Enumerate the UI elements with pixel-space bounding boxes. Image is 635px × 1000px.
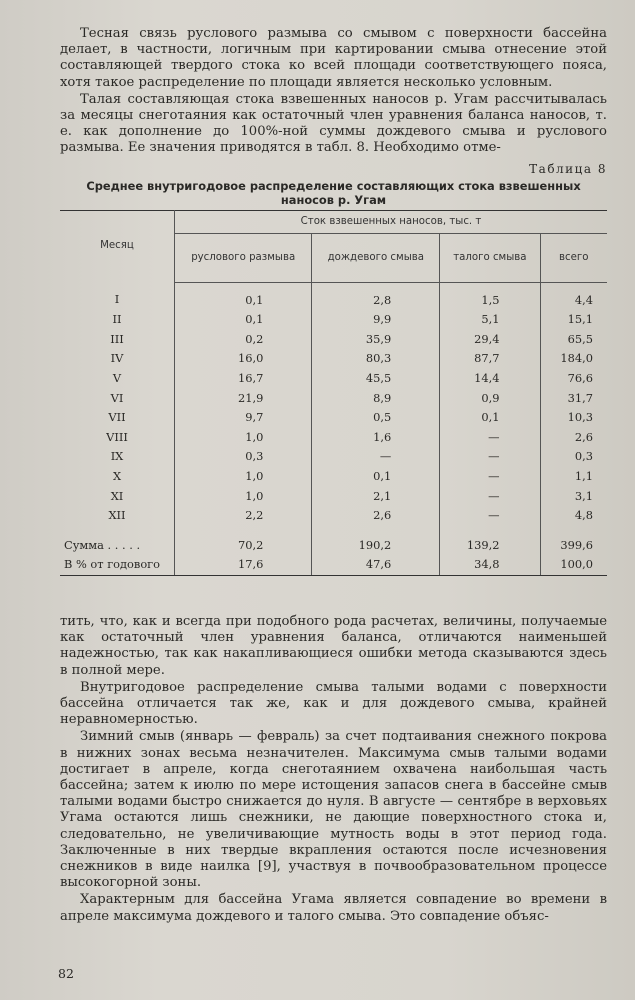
cell-channel: 2,2 [175,506,312,526]
table-row [60,369,607,389]
header-group: Сток взвешенных наносов, тыс. т [175,210,608,233]
cell-rain: — [312,447,440,467]
paragraph-3: тить, что, как и всегда при подобного рода расчетах, величины, получаемые как остаточный член уравнения баланса, отличаются наименьшей надежностью, так как накапливающиеся ошибки метода сказываются здесь в полной мере. [60,613,607,678]
cell-melt: 0,9 [440,389,540,409]
cell-channel: 16,7 [175,369,312,389]
cell-month: XI [60,487,175,507]
table-label: Таблица 8 [529,161,607,176]
cell-total: 10,3 [567,410,593,425]
cell-channel: 16,0 [175,349,312,369]
cell-channel: 17,6 [175,555,312,575]
cell-rain: 2,1 [312,487,440,507]
cell-rain: 0,5 [312,408,440,428]
table-row [60,487,607,507]
cell-channel: 1,0 [175,487,312,507]
cell-sum-label: Сумма . . . . . [60,526,175,556]
cell-rain: 190,2 [312,526,440,556]
cell-total: 1,1 [574,468,593,483]
table-row [60,330,607,350]
cell-channel: 0,3 [175,447,312,467]
cell-month: IX [60,447,175,467]
cell-channel: 1,0 [175,428,312,448]
cell-melt: 0,1 [440,408,540,428]
paragraph-2: Талая составляющая стока взвешенных наносов р. Угам рассчитывалась за месяцы снеготаяния как остаточный член уравнения баланса наносов, т. е. как дополнение до 100%-ной суммы дождевого смыва и руслового размыва. Ее значения приводятся в табл. 8. Необходимо отме- [60,91,607,156]
table-row [60,389,607,409]
page-number: 82 [58,966,74,981]
cell-rain: 47,6 [312,555,440,575]
cell-total: 15,1 [567,312,593,327]
cell-channel: 0,2 [175,330,312,350]
cell-month: XII [60,506,175,526]
table-row [60,310,607,330]
cell-rain: 2,6 [312,506,440,526]
table-row [60,408,607,428]
cell-rain: 45,5 [312,369,440,389]
cell-rain: 2,8 [312,282,440,310]
header-channel-erosion: руслового размыва [175,233,312,282]
cell-channel: 0,1 [175,282,312,310]
cell-month: X [60,467,175,487]
cell-channel: 21,9 [175,389,312,409]
table-row [60,467,607,487]
cell-rain: 35,9 [312,330,440,350]
cell-total: 31,7 [567,390,593,405]
cell-channel: 9,7 [175,408,312,428]
cell-melt: 5,1 [440,310,540,330]
header-month: Месяц [60,210,175,282]
cell-total: 100,0 [540,555,607,575]
cell-melt: 34,8 [440,555,540,575]
cell-melt: — [440,447,540,467]
header-melt-washoff: талого смыва [440,233,540,282]
cell-total: 65,5 [567,331,593,346]
paragraph-6: Характерным для бассейна Угама является совпадение во времени в апреле максимума дождевого и талого смыва. Это совпадение объяс- [60,892,607,924]
cell-rain: 0,1 [312,467,440,487]
table-row [60,349,607,369]
header-rain-washoff: дождевого смыва [312,233,440,282]
cell-melt: — [440,487,540,507]
cell-melt: 1,5 [440,282,540,310]
cell-month: VI [60,389,175,409]
table-title: Среднее внутригодовое распределение составляющих стока взвешенных наносов р. Угам [86,178,581,207]
cell-rain: 80,3 [312,349,440,369]
cell-channel: 70,2 [175,526,312,556]
cell-total: 76,6 [567,371,593,385]
cell-total: 2,6 [574,429,593,444]
table-row [60,447,607,467]
paragraph-1: Тесная связь руслового размыва со смывом с поверхности бассейна делает, в частности, логичным при картировании смыва отнесение этой составляющей твердого стока ко всей площади соответствующего пояса, хотя такое распределение по площади является несколько условным. [60,26,607,90]
paragraph-4: Внутригодовое распределение смыва талыми водами с поверхности бассейна отличается так же, как и для дождевого смыва, крайней неравномерностью. [60,679,607,728]
table-row [60,428,607,448]
cell-rain: 1,6 [312,428,440,448]
table-row [60,506,607,526]
cell-melt: 87,7 [440,349,540,369]
cell-month: III [60,330,175,350]
table-row-percent [60,555,607,575]
cell-month: II [60,310,175,330]
cell-month: IV [60,349,175,369]
cell-total: 3,1 [574,488,593,503]
cell-melt: 139,2 [440,526,540,556]
cell-melt: — [440,506,540,526]
cell-channel: 1,0 [175,467,312,487]
table-row-sum [60,526,607,556]
header-total: всего [540,233,607,282]
cell-rain: 9,9 [312,310,440,330]
cell-total: 4,4 [574,292,593,307]
cell-month: I [60,282,175,310]
cell-month: V [60,369,175,389]
cell-month: VII [60,408,175,428]
cell-melt: 29,4 [440,330,540,350]
cell-rain: 8,9 [312,389,440,409]
sediment-table [60,210,607,576]
cell-melt: — [440,428,540,448]
cell-melt: 14,4 [440,369,540,389]
cell-melt: — [440,467,540,487]
paragraph-5: Зимний смыв (январь — февраль) за счет подтаивания снежного покрова в нижних зонах весьма незначителен. Максимума смыв талыми водами достигает в апреле, когда снеготаянием охвачена наибольшая часть бассейна; затем к июлю по мере истощения запасов снега в бассейне смыв талыми водами быстро снижается до нуля. В августе — сентябре в верховьях Угама остаются лишь снежники, не дающие поверхностного стока и, следовательно, не увеличивающие мутность воды в этот период года. Заключенные в них твердые вкрапления остаются после исчезновения снежников в виде наилка [9], участвуя в почвообразовательном процессе высокогорной зоны. [60,729,607,891]
cell-month: VIII [60,428,175,448]
cell-total: 184,0 [560,351,593,366]
cell-percent-label: В % от годового [60,555,175,575]
cell-total: 399,6 [560,537,593,552]
cell-total: 0,3 [574,449,593,464]
cell-channel: 0,1 [175,310,312,330]
table-row [60,282,607,310]
cell-total: 4,8 [574,508,593,523]
